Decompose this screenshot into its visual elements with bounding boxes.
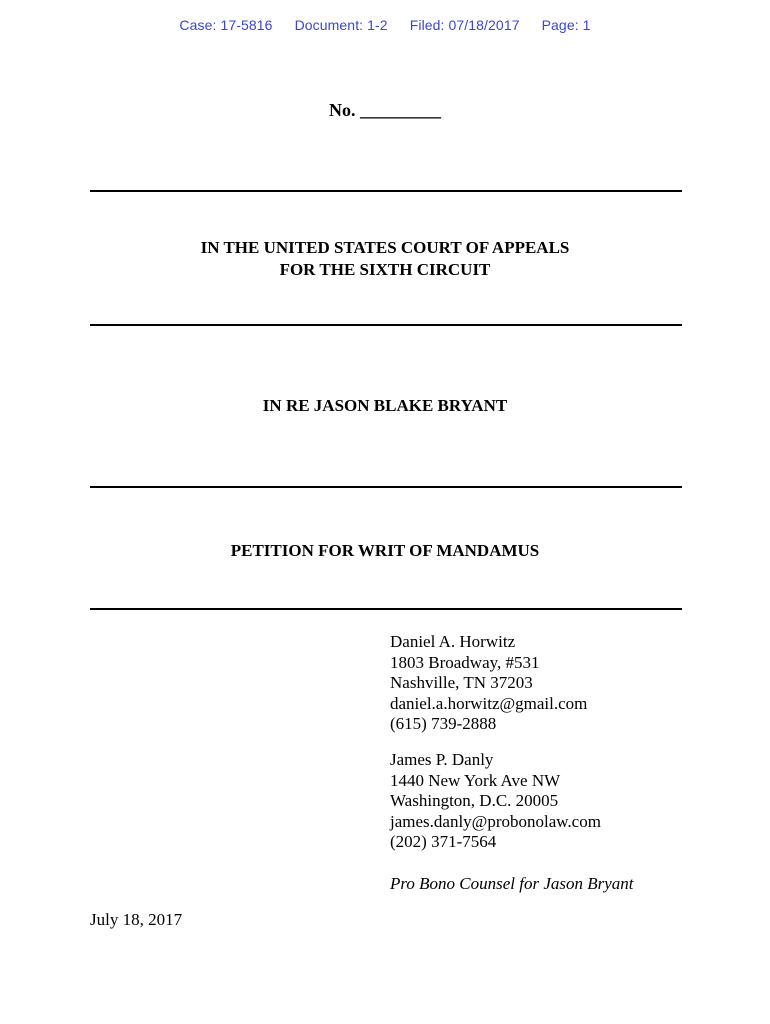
counsel-address-line: 1440 New York Ave NW xyxy=(390,770,561,790)
counsel-address-line: Washington, D.C. 20005 xyxy=(390,791,559,810)
divider xyxy=(90,324,682,326)
divider xyxy=(90,190,682,192)
counsel-email: james.danly@probonolaw.com xyxy=(390,811,601,831)
page-number: Page: 1 xyxy=(541,17,591,33)
case-number: Case: 17-5816 xyxy=(179,17,273,33)
counsel-role: Pro Bono Counsel for Jason Bryant xyxy=(390,874,634,893)
filing-date: July 18, 2017 xyxy=(90,910,183,929)
court-line-2: FOR THE SIXTH CIRCUIT xyxy=(279,260,491,279)
counsel-email: daniel.a.horwitz@gmail.com xyxy=(390,693,588,713)
filing-header xyxy=(0,17,770,33)
document-number: Document: 1-2 xyxy=(294,17,388,33)
counsel-block xyxy=(390,632,587,735)
counsel-address-line: 1803 Broadway, #531 xyxy=(390,652,540,672)
divider xyxy=(90,608,682,610)
filed-date: Filed: 07/18/2017 xyxy=(409,17,520,33)
counsel-block xyxy=(390,750,601,853)
counsel-phone: (615) 739-2888 xyxy=(390,714,497,733)
divider xyxy=(90,486,682,488)
court-name xyxy=(0,237,770,281)
counsel-address-line: Nashville, TN 37203 xyxy=(390,673,533,692)
case-title: IN RE JASON BLAKE BRYANT xyxy=(262,396,508,415)
counsel-phone: (202) 371-7564 xyxy=(390,832,497,851)
counsel-name: James P. Danly xyxy=(390,750,494,769)
docket-number: No. _________ xyxy=(329,100,441,120)
counsel-name: Daniel A. Horwitz xyxy=(390,632,516,651)
document-title: PETITION FOR WRIT OF MANDAMUS xyxy=(230,541,540,560)
court-line-1: IN THE UNITED STATES COURT OF APPEALS xyxy=(200,238,570,257)
